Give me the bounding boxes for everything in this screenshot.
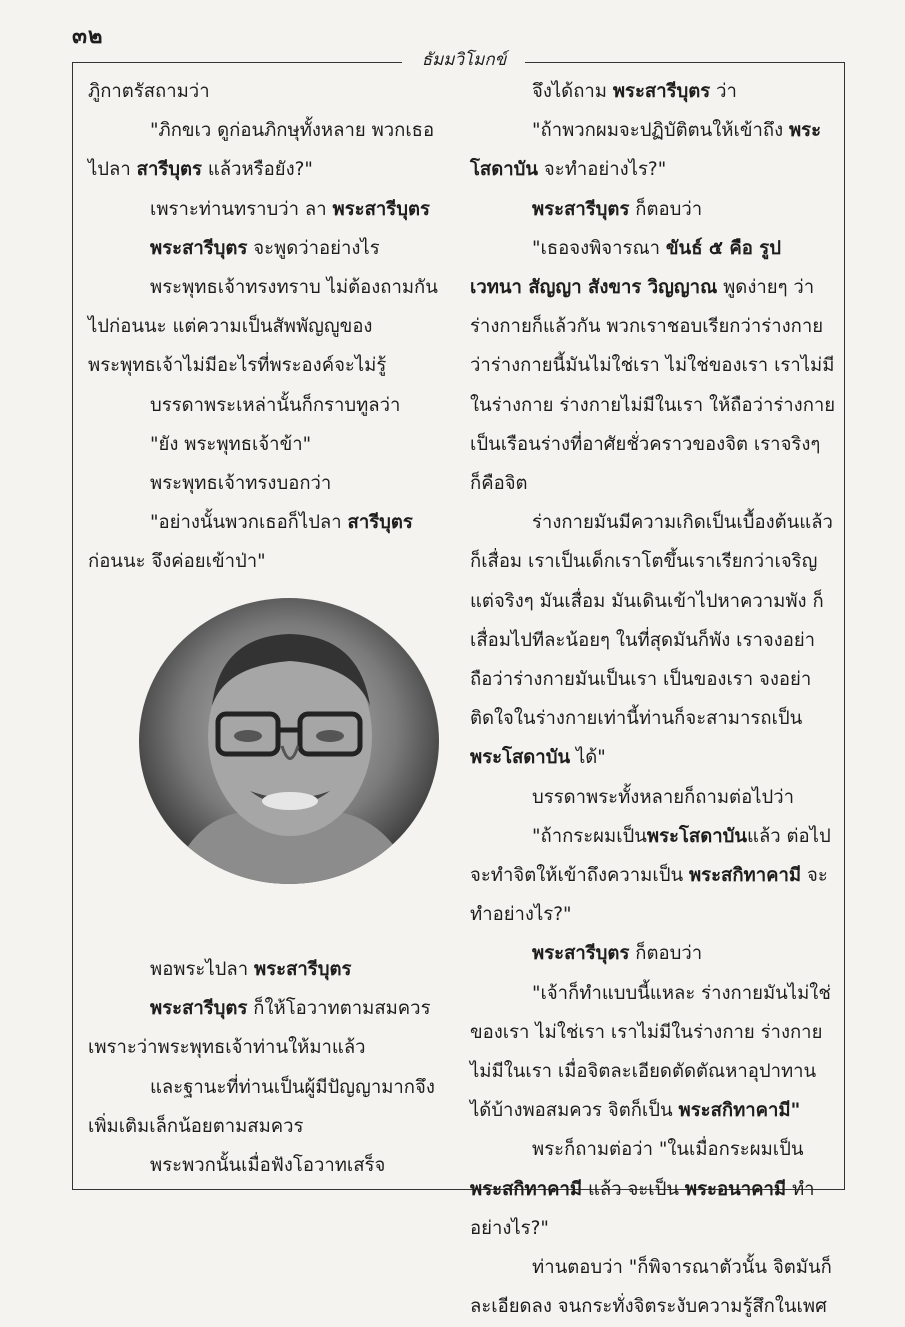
emphasis-text: พระโสดาบัน <box>646 825 748 847</box>
emphasis-text: พระโสดาบัน <box>470 120 822 181</box>
body-text: "เธอจงพิจารณา <box>532 237 666 259</box>
body-text: เพราะท่านทราบว่า ลา <box>150 198 333 220</box>
paragraph <box>470 72 836 111</box>
emphasis-text: พระสารีบุตร <box>150 237 248 259</box>
paragraph <box>88 268 448 386</box>
body-text: "อย่างนั้นพวกเธอก็ไปลา <box>150 512 348 534</box>
body-text: แล้ว ต่อไปจะทำจิตให้เข้าถึงความเป็น <box>470 825 831 887</box>
emphasis-text: พระสกิทาคามี <box>470 1178 583 1200</box>
body-text: พระพวกนั้นเมื่อฟังโอวาทเสร็จ <box>150 1155 386 1177</box>
body-text: พระพุทธเจ้าทรงทราบ ไม่ต้องถามกันไปก่อนนะ แต่ความเป็นสัพพัญญูของพระพุทธเจ้าไม่มีอะไรที่พระองค์จะไม่รู้ <box>88 277 438 377</box>
paragraph <box>88 989 448 1067</box>
emphasis-text: สารีบุตร <box>347 512 413 534</box>
paragraph <box>470 111 836 189</box>
paragraph <box>88 950 448 989</box>
body-text: ภูิกาตรัสถามว่า <box>88 81 210 102</box>
body-text: พระพุทธเจ้าทรงบอกว่า <box>150 473 332 495</box>
paragraph <box>88 111 448 189</box>
left-column-bottom <box>88 950 448 1185</box>
body-text: "ถ้าพวกผมจะปฏิบัติตนให้เข้าถึง <box>532 120 789 142</box>
paragraph <box>470 1130 836 1248</box>
body-text: "ยัง พระพุทธเจ้าข้า" <box>150 433 312 455</box>
body-text: ก็ตอบว่า <box>629 943 703 965</box>
paragraph <box>88 425 448 464</box>
emphasis-text: พระสกิทาคามี <box>688 865 802 887</box>
emphasis-text: ขันธ์ ๕ คือ รูป เวทนา สัญญา สังขาร วิญญาณ <box>470 237 781 299</box>
body-text: ก็ให้โอวาทตามสมควรเพราะว่าพระพุทธเจ้าท่านให้มาแล้ว <box>88 998 431 1059</box>
body-text: แล้วหรือยัง?" <box>201 159 313 181</box>
body-text: จะพูดว่าอย่างไร <box>247 237 380 259</box>
body-text: ร่างกายมันมีความเกิดเป็นเบื้องต้นแล้วก็เสื่อม เราเป็นเด็กเราโตขึ้นเราเรียกว่าเจริญ แต่จริงๆ มันเสื่อม มันเดินเข้าไปหาความพัง ก็เสื่อมไปทีละน้อยๆ ในที่สุดมันก็พัง เราจงอย่าถือว่าร่างกายมันเป็นเรา เป็นของเรา จงอย่าติดใจในร่างกายเท่านี้ท่านก็จะสามารถเป็น <box>470 512 833 730</box>
body-text: ก่อนนะ จึงค่อยเข้าป่า" <box>88 551 266 573</box>
body-text: และฐานะที่ท่านเป็นผู้มีปัญญามากจึงเพิ่มเติมเล็กน้อยตามสมควร <box>88 1076 435 1137</box>
body-text: "ภิกขเว ดูก่อนภิกษุทั้งหลาย พวกเธอไปลา <box>88 120 435 181</box>
emphasis-text: พระสกิทาคามี" <box>678 1100 801 1122</box>
body-text: ก็ตอบว่า <box>629 198 703 220</box>
paragraph <box>470 974 836 1131</box>
body-text: พอพระไปลา <box>150 959 255 980</box>
emphasis-text: พระสารีบุตร <box>532 198 630 220</box>
body-text: ได้" <box>570 747 606 769</box>
paragraph <box>470 503 836 777</box>
paragraph <box>88 1146 448 1185</box>
paragraph <box>88 190 448 229</box>
emphasis-text: พระโสดาบัน <box>470 747 571 769</box>
body-text: พูดง่ายๆ ว่าร่างกายก็แล้วกัน พวกเราชอบเรียกว่าร่างกาย ว่าร่างกายนี้มันไม่ใช่เรา ไม่ใช่ของเรา เราไม่มีในร่างกาย ร่างกายไม่มีในเรา ให้ถือว่าร่างกายเป็นเรือนร่างที่อาศัยชั่วคราวของจิต เราจริงๆ ก็คือจิต <box>470 277 836 495</box>
left-column <box>88 72 448 582</box>
body-text: "เจ้าก็ทำแบบนี้แหละ ร่างกายมันไม่ใช่ของเรา ไม่ใช่เรา เราไม่มีในร่างกาย ร่างกายไม่มีในเรา เมื่อจิตละเอียดตัดตัณหาอุปาทานได้บ้างพอสมควร จิตก็เป็น <box>470 982 831 1122</box>
paragraph <box>88 386 448 425</box>
body-text: บรรดาพระทั้งหลายก็ถามต่อไปว่า <box>532 786 795 808</box>
body-text: แล้ว จะเป็น <box>582 1178 685 1200</box>
body-text: "ถ้ากระผมเป็น <box>532 825 647 847</box>
header-title: ธัมมวิโมกข์ <box>421 50 507 70</box>
body-text: จะทำอย่างไร?" <box>538 159 667 181</box>
emphasis-text: พระสารีบุตร <box>612 81 711 102</box>
body-text: พระก็ถามต่อว่า "ในเมื่อกระผมเป็น <box>532 1139 804 1161</box>
paragraph <box>88 503 448 581</box>
emphasis-text: พระอนาคามี <box>684 1178 787 1200</box>
right-column <box>470 72 836 1327</box>
emphasis-text: พระสารีบุตร <box>332 198 430 220</box>
paragraph <box>470 229 836 503</box>
paragraph <box>88 464 448 503</box>
emphasis-text: สารีบุตร <box>136 159 202 181</box>
emphasis-text: พระสารีบุตร <box>150 998 248 1020</box>
body-text: จึงได้ถาม <box>532 81 613 102</box>
body-text: ท่านตอบว่า "ก็พิจารณาตัวนั้น จิตมันก็ละเอียดลง จนกระทั่งจิตระงับความรู้สึกในเพศ <box>470 1257 832 1318</box>
emphasis-text: พระสารีบุตร <box>254 959 352 980</box>
emphasis-text: พระสารีบุตร <box>532 943 630 965</box>
paragraph <box>88 229 448 268</box>
portrait-photo <box>130 596 448 886</box>
body-text: ทำอย่างไร?" <box>470 1178 815 1239</box>
paragraph <box>470 817 836 935</box>
body-text: บรรดาพระเหล่านั้นก็กราบทูลว่า <box>150 394 401 416</box>
body-text: จะทำอย่างไร?" <box>470 865 828 926</box>
paragraph <box>470 778 836 817</box>
page-number: ๓๒ <box>72 24 104 49</box>
paragraph <box>470 934 836 973</box>
paragraph <box>470 190 836 229</box>
body-text: ว่า <box>710 81 737 102</box>
paragraph <box>88 1068 448 1146</box>
paragraph <box>88 72 448 111</box>
